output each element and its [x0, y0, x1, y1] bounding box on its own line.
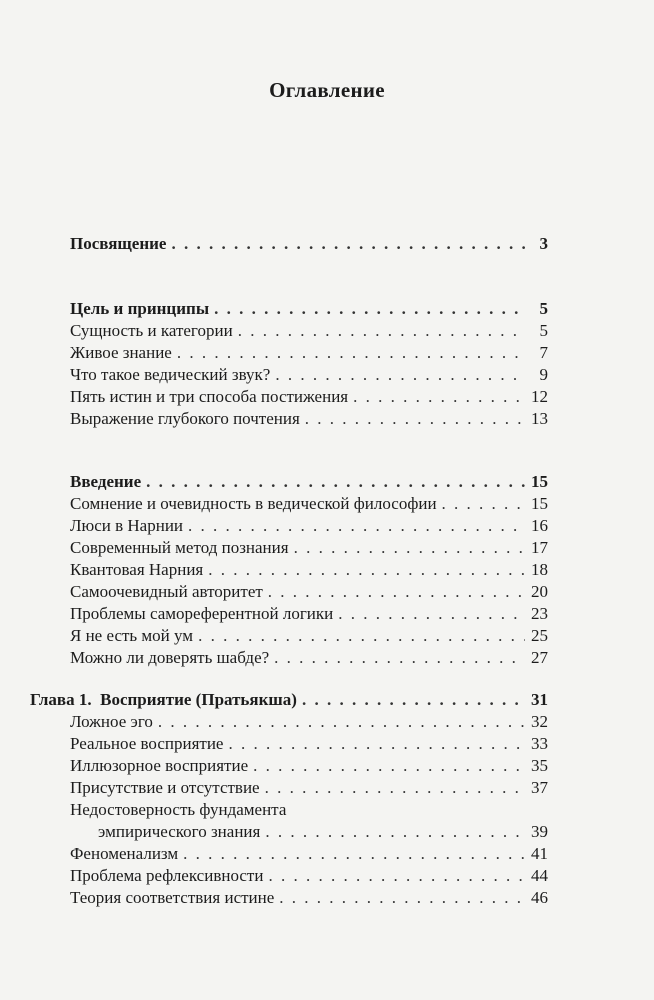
toc-entry-page: 27 — [531, 648, 548, 667]
dot-leader — [268, 865, 525, 887]
toc-entry-label: Люси в Нарнии — [70, 516, 184, 535]
dot-leader — [294, 537, 525, 559]
toc-entry — [70, 777, 548, 799]
toc-entry-label: Выражение глубокого почтения — [70, 409, 300, 428]
toc-entry-dedication — [70, 233, 548, 255]
toc-entry-page: 44 — [531, 866, 548, 885]
toc-entry-page: 25 — [531, 626, 548, 645]
toc-entry-page: 39 — [531, 822, 548, 841]
toc-entry-label: Введение — [70, 472, 142, 491]
dot-leader — [265, 777, 525, 799]
dot-leader — [338, 603, 525, 625]
toc-entry — [70, 733, 548, 755]
dot-leader — [305, 408, 525, 430]
dot-leader — [177, 342, 525, 364]
toc-entry-page: 20 — [531, 582, 548, 601]
dot-leader — [265, 821, 525, 843]
dot-leader — [353, 386, 525, 408]
toc-entry-page: 18 — [531, 560, 548, 579]
page-title: Оглавление — [269, 78, 385, 102]
toc-entry-label: Ложное эго — [70, 712, 153, 731]
toc-section-heading-intro — [70, 471, 548, 493]
toc-entry-label: Квантовая Нарния — [70, 560, 204, 579]
toc-entry-label: Теория соответствия истине — [70, 888, 275, 907]
dot-leader — [274, 647, 525, 669]
toc-entry-label: Сомнение и очевидность в ведической философии — [70, 494, 437, 513]
toc-entry-label: Пять истин и три способа постижения — [70, 387, 349, 406]
dot-leader — [279, 887, 525, 909]
toc-entry-label: Проблемы самореферентной логики — [70, 604, 334, 623]
toc-entry-page: 35 — [531, 756, 548, 775]
dot-leader — [238, 320, 525, 342]
dot-leader — [275, 364, 525, 386]
toc-entry — [70, 408, 548, 430]
toc-entry-label: Цель и принципы — [70, 299, 210, 318]
toc-entry-label: Современный метод познания — [70, 538, 289, 557]
toc-entry — [70, 625, 548, 647]
toc-entry-page: 15 — [531, 494, 548, 513]
dot-leader — [171, 233, 525, 255]
toc-entry — [98, 821, 548, 843]
toc-entry-label: Реальное восприятие — [70, 734, 224, 753]
toc-entry-label: Сущность и категории — [70, 321, 233, 340]
dot-leader — [228, 733, 525, 755]
toc-entry-label: Глава 1. Восприятие (Пратьякша) — [30, 690, 297, 709]
toc-entry-page: 16 — [531, 516, 548, 535]
toc-entry — [70, 755, 548, 777]
toc-entry — [70, 386, 548, 408]
dot-leader — [253, 755, 525, 777]
toc-entry-page: 12 — [531, 387, 548, 406]
toc-entry — [70, 581, 548, 603]
toc-chapter-heading-1 — [30, 689, 548, 711]
toc-entry — [70, 537, 548, 559]
toc-entry-label: Иллюзорное восприятие — [70, 756, 249, 775]
toc-entry-page: 5 — [539, 321, 548, 340]
dot-leader — [208, 559, 525, 581]
toc-entry — [70, 559, 548, 581]
toc-entry-page: 3 — [539, 234, 548, 253]
toc-entry-page: 17 — [531, 538, 548, 557]
dot-leader — [183, 843, 525, 865]
toc-entry — [70, 843, 548, 865]
toc-entry — [70, 364, 548, 386]
toc-entry-label: Феноменализм — [70, 844, 179, 863]
toc-entry — [70, 865, 548, 887]
toc-entry — [70, 799, 548, 821]
toc-entry-page: 5 — [539, 299, 548, 318]
toc-entry-page: 33 — [531, 734, 548, 753]
dot-leader — [214, 298, 525, 320]
toc-entry-page: 15 — [531, 472, 548, 491]
toc-section-heading-goals — [70, 298, 548, 320]
toc-entry — [70, 515, 548, 537]
toc-entry-page: 37 — [531, 778, 548, 797]
toc-entry-page: 41 — [531, 844, 548, 863]
toc-entry-page: 46 — [531, 888, 548, 907]
toc-entry — [70, 603, 548, 625]
toc-entry-label: Недостоверность фундамента — [70, 800, 287, 819]
dot-leader — [158, 711, 525, 733]
dot-leader — [198, 625, 525, 647]
toc-entry — [70, 711, 548, 733]
toc-entry-label: Проблема рефлексивности — [70, 866, 264, 885]
toc-entry — [70, 887, 548, 909]
toc-entry-label: Самоочевидный авторитет — [70, 582, 263, 601]
toc-entry-page: 13 — [531, 409, 548, 428]
dot-leader — [302, 689, 525, 711]
dot-leader — [188, 515, 525, 537]
toc-entry-label: Что такое ведический звук? — [70, 365, 271, 384]
toc-entry — [70, 647, 548, 669]
dot-leader — [442, 493, 525, 515]
dot-leader — [268, 581, 525, 603]
toc-entry-page: 32 — [531, 712, 548, 731]
toc-entry-page: 31 — [531, 690, 548, 709]
toc-entry-label: Присутствие и отсутствие — [70, 778, 260, 797]
toc-entry-label: Я не есть мой ум — [70, 626, 194, 645]
toc-entry-label: Живое знание — [70, 343, 172, 362]
dot-leader — [146, 471, 525, 493]
toc-entry — [70, 320, 548, 342]
toc-entry-page: 23 — [531, 604, 548, 623]
toc-entry-page: 9 — [539, 365, 548, 384]
toc-entry-label: эмпирического знания — [98, 822, 261, 841]
toc-entry — [70, 493, 548, 515]
toc-entry — [70, 342, 548, 364]
toc-entry-page: 7 — [539, 343, 548, 362]
toc-entry-label: Посвящение — [70, 234, 167, 253]
toc-entry-label: Можно ли доверять шабде? — [70, 648, 270, 667]
